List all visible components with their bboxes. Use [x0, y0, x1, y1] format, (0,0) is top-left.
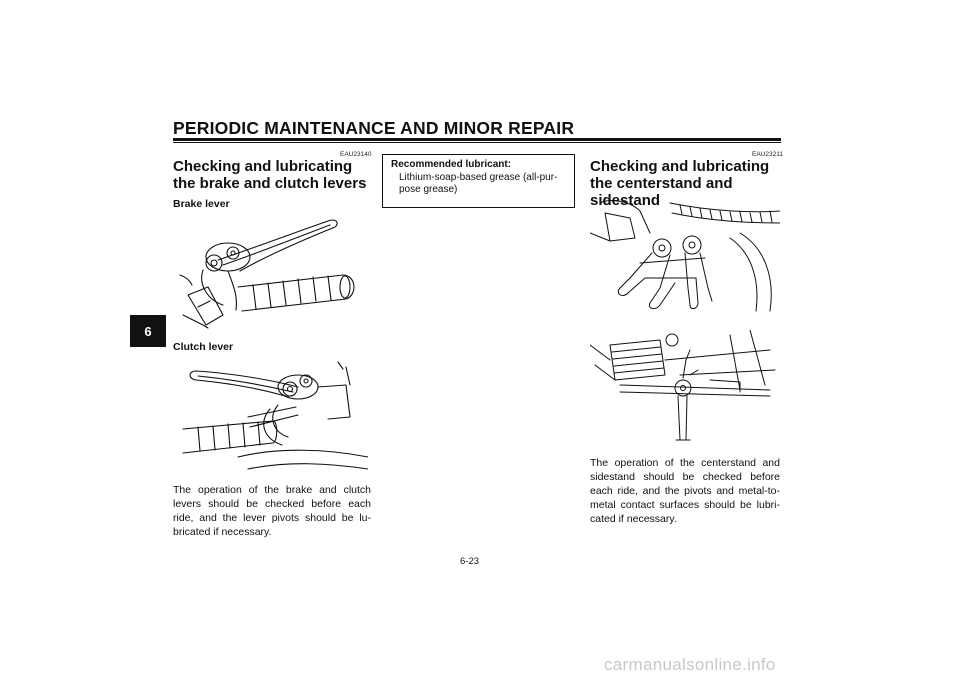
page-header-title: PERIODIC MAINTENANCE AND MINOR REPAIR — [173, 118, 575, 138]
section-code: EAU23140 — [340, 151, 372, 158]
brake-lever-label: Brake lever — [173, 198, 230, 210]
stands-body-text: The operation of the centerstand and sidestand should be checked before each ride, and the pivots and metal-to-metal contact surfaces should be lubri-cated if necessary. — [590, 457, 780, 525]
section-heading-levers: Checking and lubricating the brake and clutch levers — [173, 158, 367, 192]
clutch-lever-illustration — [178, 357, 368, 472]
centerstand-illustration — [590, 193, 780, 318]
header-rule-thin — [173, 142, 781, 143]
page-number: 6-23 — [460, 556, 480, 567]
sidestand-illustration — [590, 330, 780, 450]
chapter-tab[interactable]: 6 — [130, 315, 166, 347]
section-code-stands: EAU23211 — [752, 151, 783, 158]
section-heading-stands: Checking and lubricating the centerstand and sidestand — [590, 158, 770, 209]
header-rule — [173, 138, 781, 141]
levers-body-text: The operation of the brake and clutch levers should be checked before each ride, and the lever pivots should be lu-bricated if necessary. — [173, 484, 371, 538]
brake-lever-illustration — [178, 215, 368, 330]
lubricant-label: Recommended lubricant: — [391, 159, 512, 170]
watermark: carmanualsonline.info — [604, 655, 776, 674]
lubricant-value: Lithium-soap-based grease (all-pur-pose grease) — [399, 171, 558, 195]
recommended-lubricant-box — [382, 154, 575, 208]
clutch-lever-label: Clutch lever — [173, 341, 234, 353]
